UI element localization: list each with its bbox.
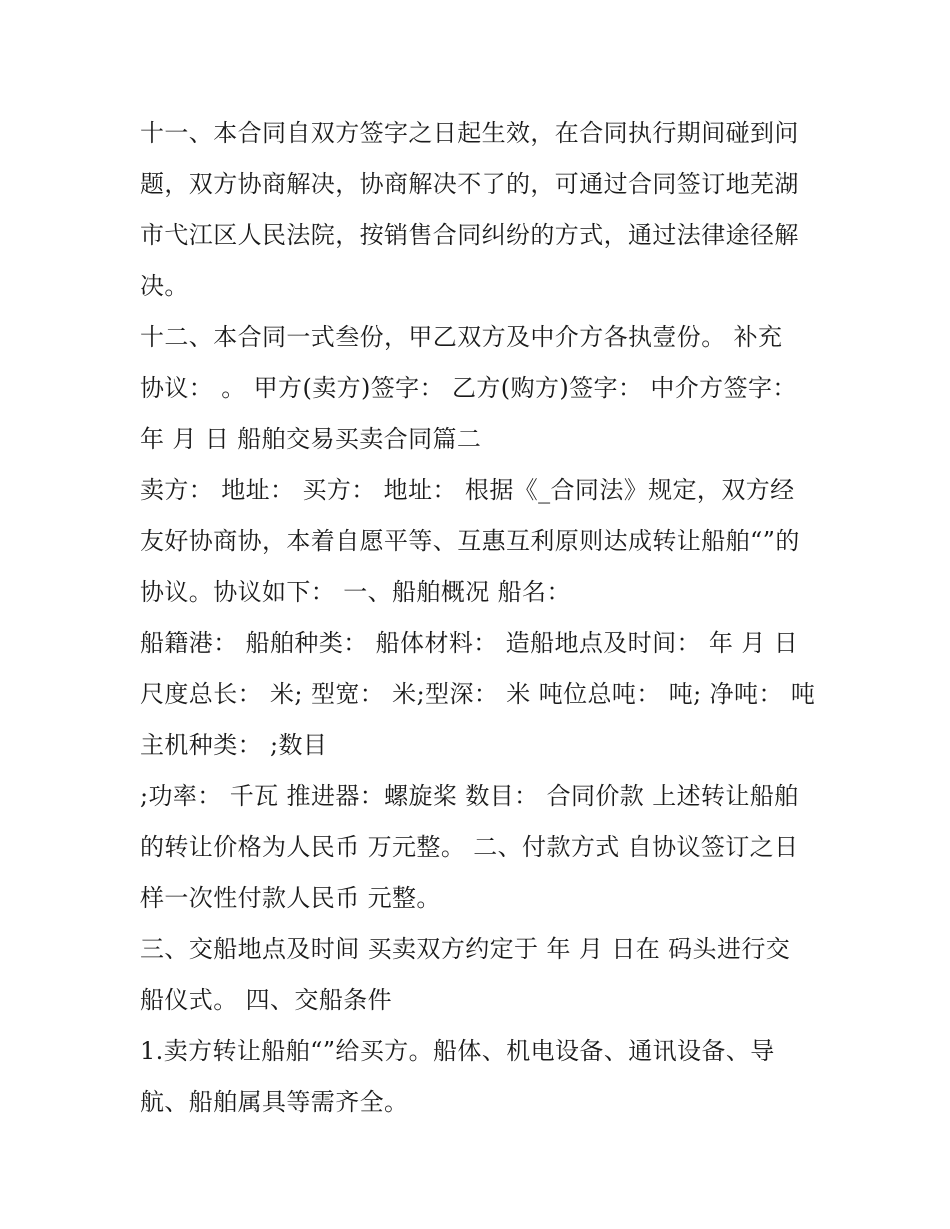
text-line: 友好协商协，本着自愿平等、互惠互利原则达成转让船舶“”的 bbox=[140, 527, 800, 555]
text-line: 题，双方协商解决，协商解决不了的，可通过合同签订地芜湖 bbox=[140, 170, 799, 198]
text-line: 卖方： 地址： 买方： 地址： 根据《_合同法》规定，双方经 bbox=[140, 476, 795, 504]
text-line: 1.卖方转让船舶“”给买方。船体、机电设备、通讯设备、导 bbox=[140, 1037, 775, 1065]
text-line: 主机种类： ;数目 bbox=[140, 731, 328, 759]
text-line: 船籍港： 船舶种类： 船体材料： 造船地点及时间： 年 月 日 bbox=[140, 629, 799, 657]
text-line: 的转让价格为人民币 万元整。 二、付款方式 自协议签订之日 bbox=[140, 833, 799, 861]
text-line: 船仪式。 四、交船条件 bbox=[140, 986, 393, 1014]
text-line: ;功率： 千瓦 推进器：螺旋桨 数目： 合同价款 上述转让船舶 bbox=[140, 782, 799, 810]
text-line: 三、交船地点及时间 买卖双方约定于 年 月 日在 码头进行交 bbox=[140, 935, 791, 963]
document-body bbox=[140, 108, 820, 1128]
text-line: 样一次性付款人民币 元整。 bbox=[140, 884, 441, 912]
text-line: 协议： 。 甲方(卖方)签字： 乙方(购方)签字： 中介方签字： bbox=[140, 374, 797, 402]
text-line: 尺度总长： 米; 型宽： 米;型深： 米 吨位总吨： 吨; 净吨： 吨 bbox=[140, 680, 816, 708]
text-line: 协议。协议如下： 一、船舶概况 船名： bbox=[140, 578, 571, 606]
text-line: 年 月 日 船舶交易买卖合同篇二 bbox=[140, 425, 482, 453]
text-line: 决。 bbox=[140, 272, 189, 300]
text-line: 市弋江区人民法院，按销售合同纠纷的方式，通过法律途径解 bbox=[140, 221, 799, 249]
text-line: 十一、本合同自双方签字之日起生效，在合同执行期间碰到问 bbox=[140, 119, 799, 147]
text-line: 航、船舶属具等需齐全。 bbox=[140, 1088, 409, 1116]
text-line: 十二、本合同一式叁份，甲乙双方及中介方各执壹份。 补充 bbox=[140, 323, 783, 351]
